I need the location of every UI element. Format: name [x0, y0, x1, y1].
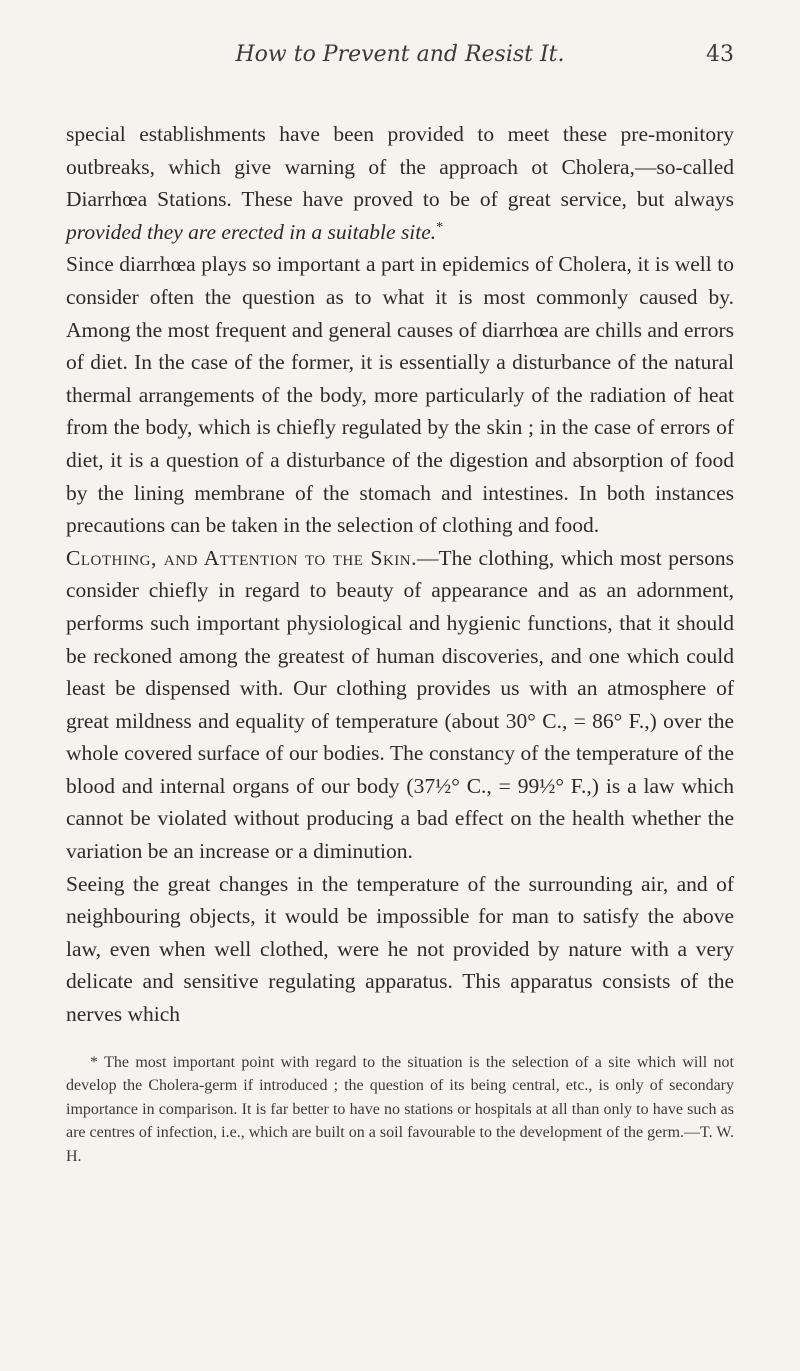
paragraph-1-text: special establishments have been provided to meet these pre-monitory outbreaks, which give warning of the approach ot Cholera,—so-called Diarrhœa Stations. These have proved to be of great service, but always	[66, 122, 734, 212]
paragraph-4: Seeing the great changes in the temperature of the surrounding air, and of neighbouring objects, it would be impossible for man to satisfy the above law, even when well clothed, were he not provided by nature with a very delicate and sensitive regulating apparatus. This apparatus consists of the nerves which	[66, 871, 734, 1027]
paragraph-1-emphasis: provided they are erected in a suitable site.	[66, 219, 437, 244]
paragraph-2: Since diarrhœa plays so important a part in epidemics of Cholera, it is well to consider often the question as to what it is most commonly caused by. Among the most frequent and general causes of diarrhœa are chills and errors of diet. In the case of the former, it is essentially a disturbance of the natural thermal arrangements of the body, more particularly of the radiation of heat from the body, which is chiefly regulated by the skin ; in the case of errors of diet, it is a question of a disturbance of the digestion and absorption of food by the lining membrane of the stomach and intestines. In both instances precautions can be taken in the selection of clothing and food.	[66, 252, 734, 538]
main-text	[66, 118, 734, 1031]
footnote-mark: *	[90, 1053, 98, 1071]
footnote-reference: *	[436, 219, 444, 235]
paragraph-1	[66, 118, 734, 248]
section-heading: Clothing, and Attention to the Skin.	[66, 545, 417, 570]
footnote-text: The most important point with regard to the situation is the selection of a site which will not develop the Cholera-germ if introduced ; the question of its being central, etc., is only of secondary importance in comparison. It is far better to have no stations or hospitals at all than only to have such as are centres of infection, i.e., which are built on a soil favourable to the development of the germ.—T. W. H.	[66, 1053, 734, 1165]
footnote	[66, 1051, 734, 1169]
running-header	[66, 42, 734, 82]
paragraph-3	[66, 542, 734, 868]
paragraph-3-text: —The clothing, which most persons consider chiefly in regard to beauty of appearance and as an adornment, performs such important physiological and hygienic functions, that it should be reckoned among the greatest of human discoveries, and one which could least be dispensed with. Our clothing provides us with an atmosphere of great mildness and equality of temperature (about 30° C., = 86° F.,) over the whole covered surface of our bodies. The constancy of the temperature of the blood and internal organs of our body (37½° C., = 99½° F.,) is a law which cannot be violated without producing a bad effect on the health whether the variation be an increase or a diminution.	[66, 545, 734, 864]
running-title: How to Prevent and Resist It.	[235, 42, 565, 67]
page-number: 43	[706, 42, 734, 67]
